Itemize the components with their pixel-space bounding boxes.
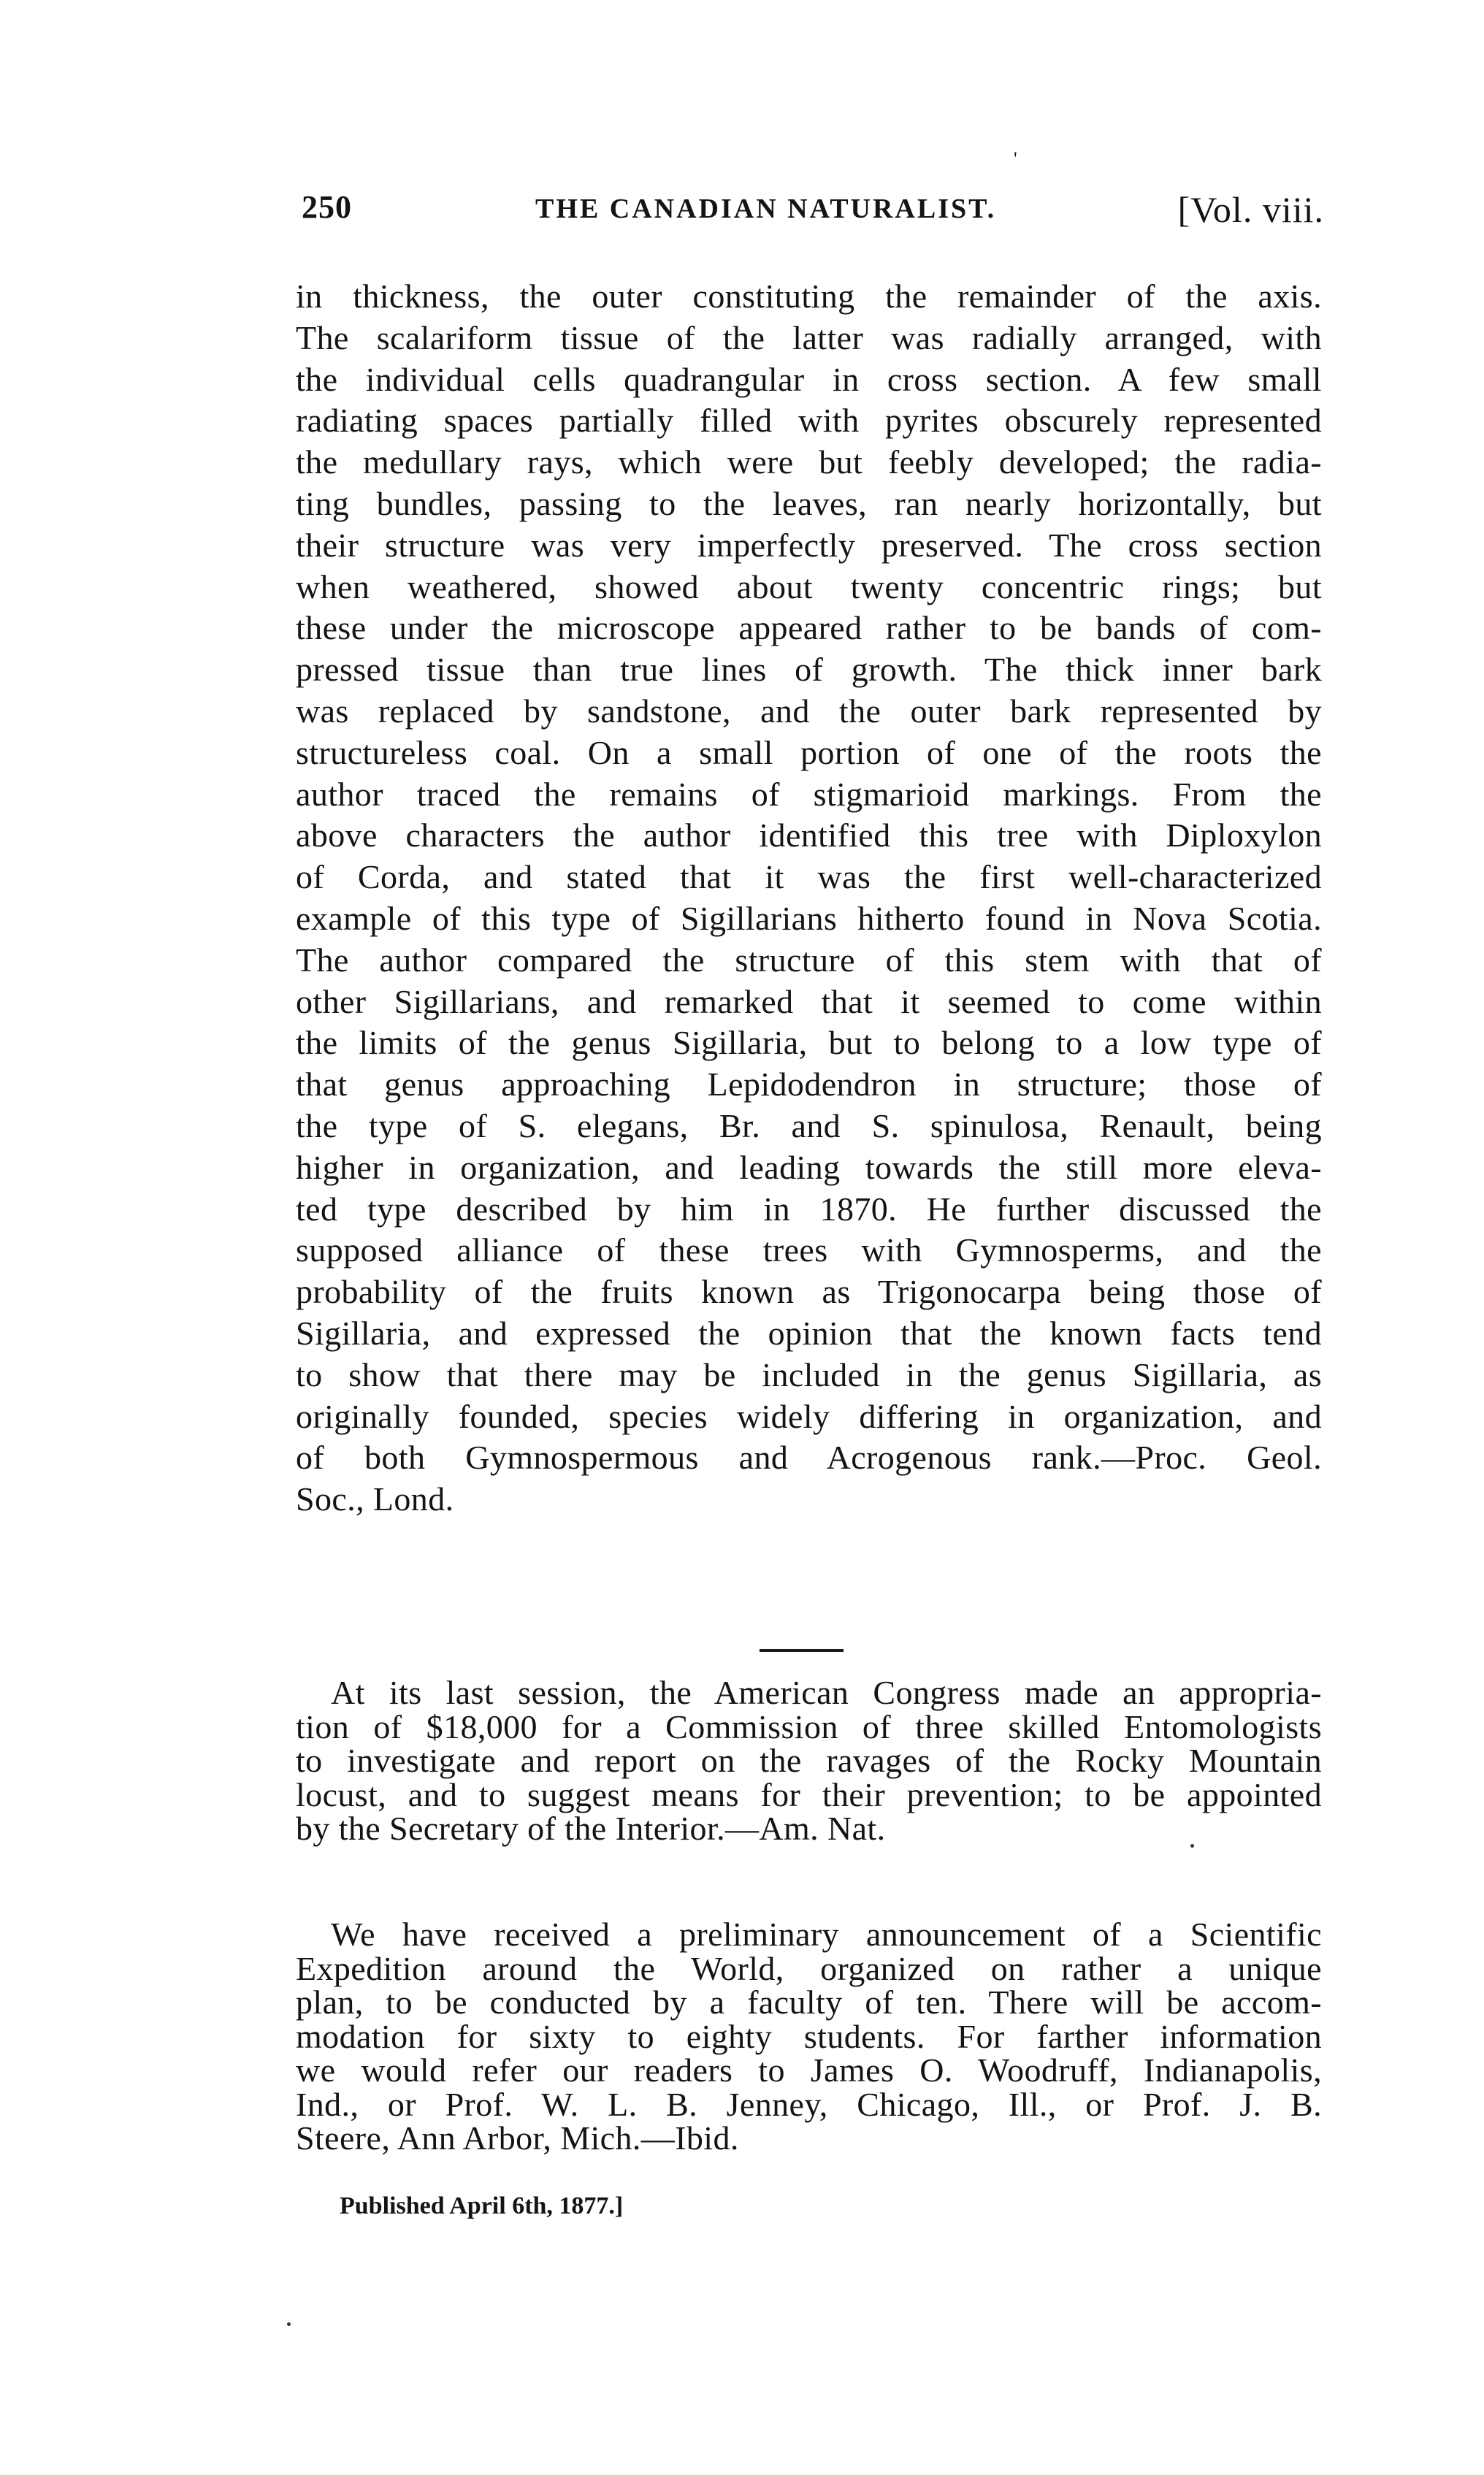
text-line: of Corda, and stated that it was the first well-characterized [296,858,1322,896]
text-line: other Sigillarians, and remarked that it seemed to come within [296,982,1322,1020]
text-line: locust, and to suggest means for their prevention; to be appointed [296,1775,1322,1813]
text-line: higher in organization, and leading towards the still more eleva- [296,1148,1322,1186]
text-line: the limits of the genus Sigillaria, but to belong to a low type of [296,1024,1322,1062]
text-line: Soc., Lond. [296,1480,454,1518]
paragraph-scientific-expedition [296,1918,1322,2156]
text-line: to investigate and report on the ravages of the Rocky Mountain [296,1742,1322,1779]
text-line: Ind., or Prof. W. L. B. Jenney, Chicago, Ill., or Prof. J. B. [296,2085,1322,2123]
text-line: the type of S. elegans, Br. and S. spinulosa, Renault, being [296,1106,1322,1144]
text-line: we would refer our readers to James O. Woodruff, Indianapolis, [296,2051,1322,2089]
text-line: ted type described by him in 1870. He further discussed the [296,1190,1322,1228]
ink-speck [1190,1844,1194,1848]
text-line: their structure was very imperfectly preserved. The cross section [296,526,1322,564]
text-line: these under the microscope appeared rather to be bands of com- [296,609,1322,647]
section-divider [760,1649,844,1652]
text-line: of both Gymnospermous and Acrogenous rank.—Proc. Geol. [296,1439,1322,1477]
text-line: author traced the remains of stigmarioid markings. From the [296,775,1322,813]
text-line: At its last session, the American Congress made an appropria- [331,1674,1322,1711]
text-line: The author compared the structure of this stem with that of [296,941,1322,979]
text-line: supposed alliance of these trees with Gymnosperms, and the [296,1231,1322,1269]
text-line: plan, to be conducted by a faculty of ten. There will be accom- [296,1984,1322,2021]
text-line: above characters the author identified this tree with Diploxylon [296,816,1322,854]
stray-ink-mark: ' [1014,148,1017,169]
running-head [302,188,1324,235]
text-line: probability of the fruits known as Trigonocarpa being those of [296,1273,1322,1311]
text-line: Expedition around the World, organized on rather a unique [296,1949,1322,1987]
text-line: originally founded, species widely differing in organization, and [296,1397,1322,1435]
text-line: ting bundles, passing to the leaves, ran nearly horizontally, but [296,484,1322,522]
text-line: modation for sixty to eighty students. For farther information [296,2017,1322,2055]
text-line: Sigillaria, and expressed the opinion that the known facts tend [296,1314,1322,1352]
text-line: radiating spaces partially filled with pyrites obscurely represented [296,402,1322,440]
text-line: by the Secretary of the Interior.—Am. Nat. [296,1810,886,1847]
page-number: 250 [302,189,352,225]
volume-label: [Vol. viii. [1177,189,1324,230]
text-line: The scalariform tissue of the latter was radially arranged, with [296,318,1322,356]
ink-speck [287,2322,291,2326]
paragraph-entomology-commission [296,1676,1322,1846]
text-line: Steere, Ann Arbor, Mich.—Ibid. [296,2119,739,2157]
text-line: tion of $18,000 for a Commission of three skilled Entomologists [296,1707,1322,1745]
text-line: was replaced by sandstone, and the outer bark represented by [296,692,1322,730]
text-line: structureless coal. On a small portion of one of the roots the [296,733,1322,771]
publication-date-note: Published April 6th, 1877.] [340,2192,624,2219]
text-line: pressed tissue than true lines of growth. The thick inner bark [296,651,1322,689]
text-line: the medullary rays, which were but feebly developed; the radia- [296,443,1322,481]
text-line: We have received a preliminary announcement of a Scientific [331,1916,1322,1953]
text-line: when weathered, showed about twenty concentric rings; but [296,567,1322,605]
text-line: in thickness, the outer constituting the remainder of the axis. [296,278,1322,315]
text-line: that genus approaching Lepidodendron in structure; those of [296,1066,1322,1103]
text-line: example of this type of Sigillarians hitherto found in Nova Scotia. [296,899,1322,937]
journal-title: THE CANADIAN NATURALIST. [535,194,997,224]
text-line: to show that there may be included in the genus Sigillaria, as [296,1355,1322,1393]
text-line: the individual cells quadrangular in cross section. A few small [296,360,1322,398]
paragraph-geology-abstract [296,276,1322,1520]
